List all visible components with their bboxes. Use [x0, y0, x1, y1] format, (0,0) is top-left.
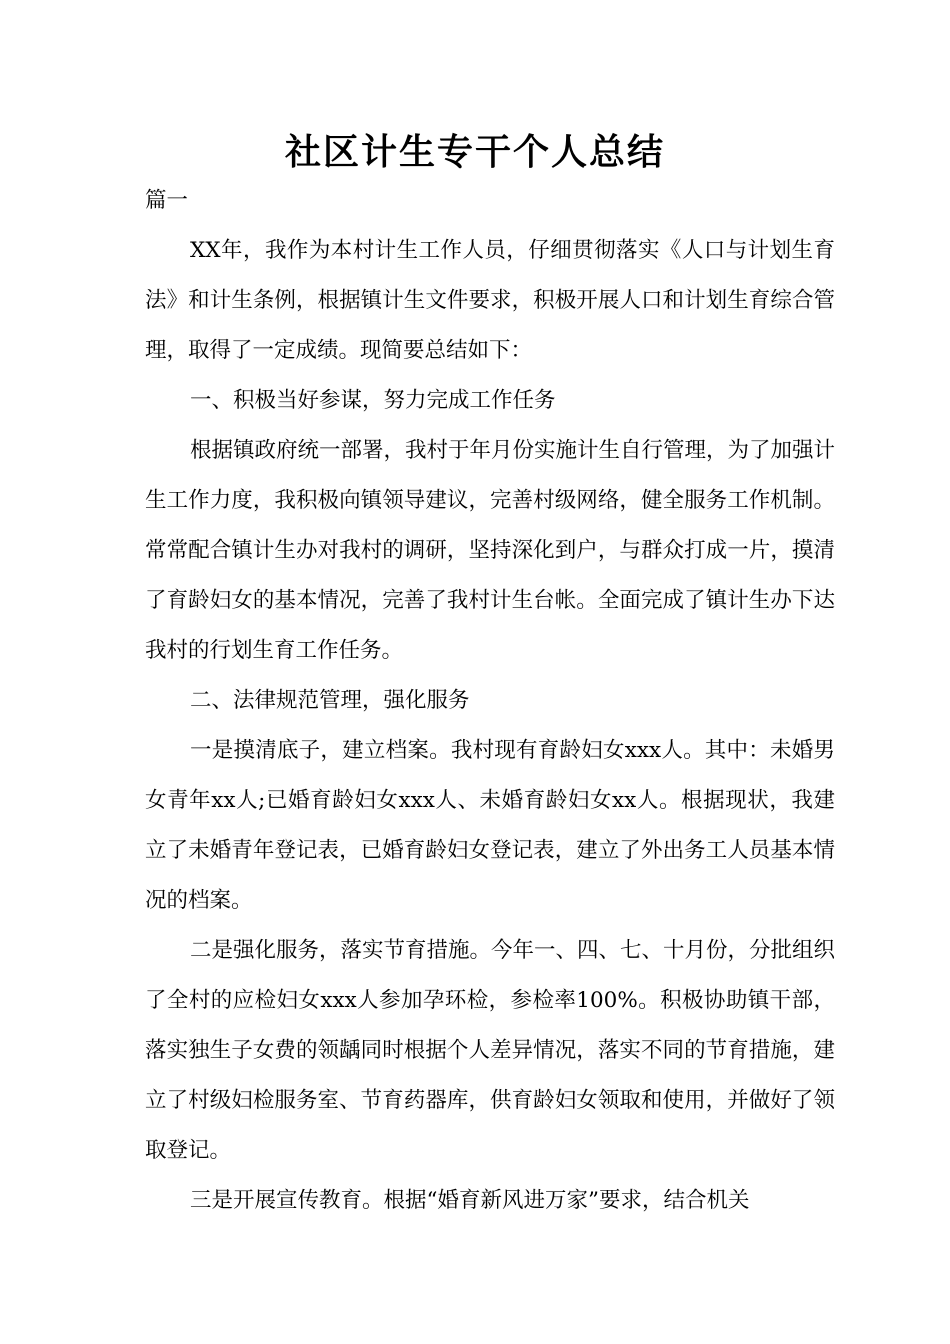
- paragraph: 篇一: [145, 188, 189, 213]
- paragraph: 二、法律规范管理，强化服务: [190, 688, 470, 713]
- paragraph: 根据镇政府统一部署，我村于年月份实施计生自行管理，为了加强计生工作力度，我积极向镇领导建议，完善村级网络，健全服务工作机制。常常配合镇计生办对我村的调研，坚持深化到户，与群众打成一片，摸清了育龄妇女的基本情况，完善了我村计生台帐。全面完成了镇计生办下达我村的行划生育工作任务。: [145, 438, 836, 663]
- paragraph: 二是强化服务，落实节育措施。今年一、四、七、十月份，分批组织了全村的应检妇女xxx人参加孕环检，参检率100%。积极协助镇干部，落实独生子女费的领龋同时根据个人差异情况，落实不同的节育措施，建立了村级妇检服务室、节育药器库，供育龄妇女领取和使用，并做好了领取登记。: [145, 938, 836, 1163]
- document-body: [145, 176, 835, 1226]
- paragraph: 三是开展宣传教育。根据“婚育新风进万家”要求，结合机关: [190, 1188, 750, 1213]
- document-title: 社区计生专干个人总结: [284, 132, 665, 173]
- paragraph: 一、积极当好参谋，努力完成工作任务: [190, 388, 556, 413]
- paragraph: 一是摸清底子，建立档案。我村现有育龄妇女xxx人。其中：未婚男女青年xx人;已婚育龄妇女xxx人、未婚育龄妇女xx人。根据现状，我建立了未婚青年登记表，已婚育龄妇女登记表，建立了外出务工人员基本情况的档案。: [145, 738, 835, 913]
- paragraph: XX年，我作为本村计生工作人员，仔细贯彻落实《人口与计划生育法》和计生条例，根据镇计生文件要求，积极开展人口和计划生育综合管理，取得了一定成绩。现简要总结如下：: [145, 238, 835, 363]
